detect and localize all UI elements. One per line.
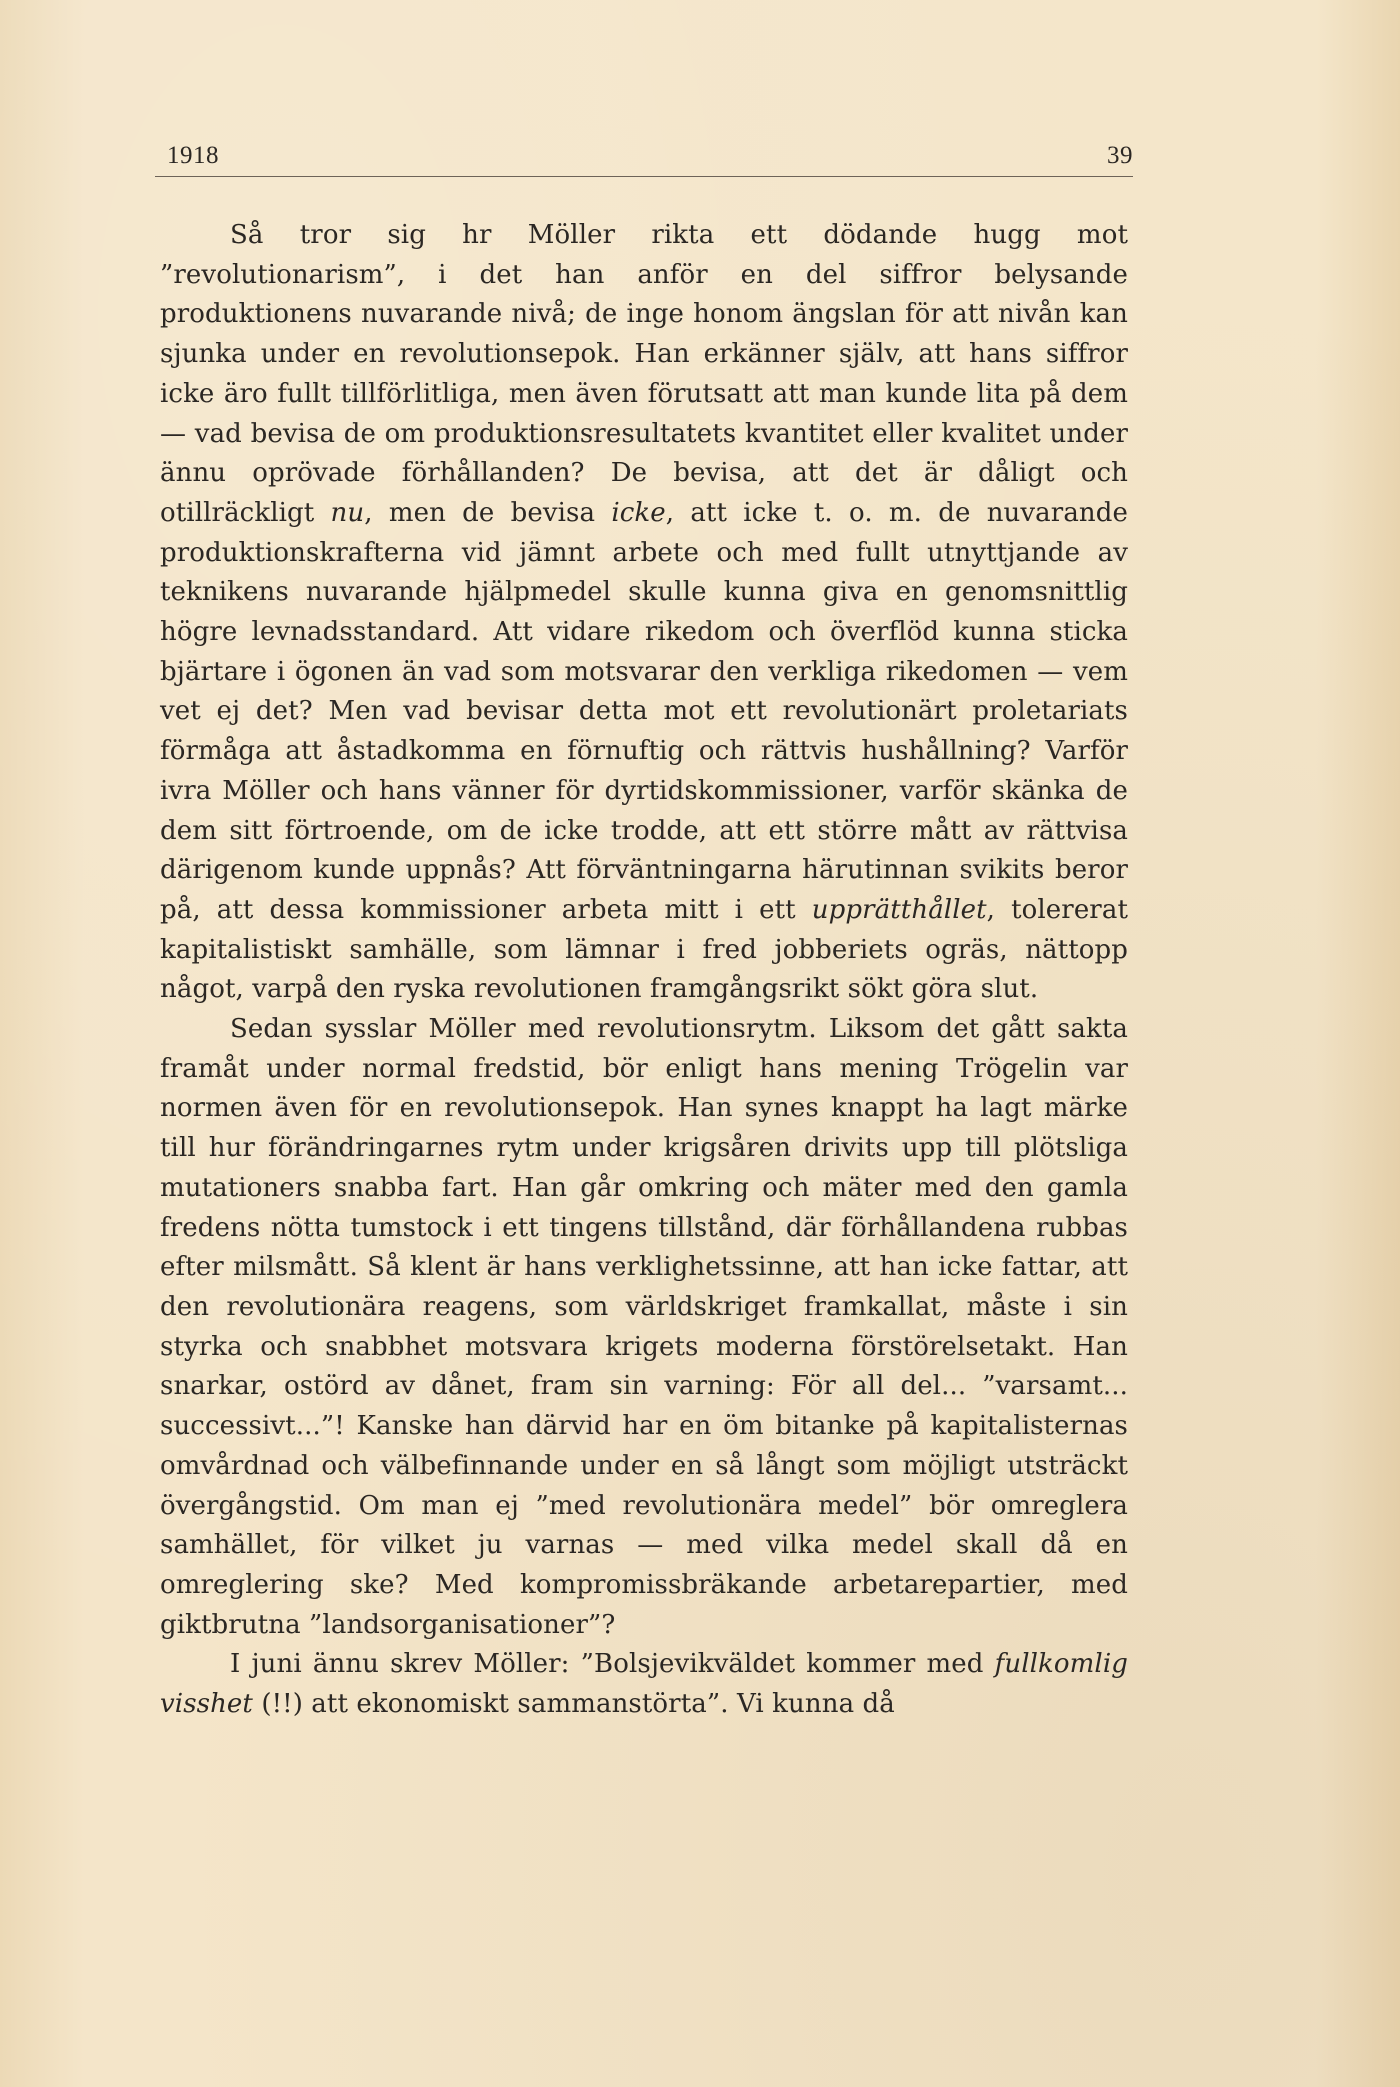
text-run: Sedan sysslar Möller med revolutionsrytm. Liksom det gått sakta framåt under normal fredstid, bör enligt hans mening Trögelin var normen även för en revolutionsepok. Han synes knappt ha lagt märke till hur förändringarnes rytm under krigsåren drivits upp till plötsliga mutationers snabba fart. Han går omkring och mäter med den gamla fredens nötta tumstock i ett tingens tillstånd, där förhållandena rubbas efter milsmått. Så klent är hans verklighetssinne, att han icke fattar, att den revolutionära reagens, som världskriget framkallat, måste i sin styrka och snabbhet motsvara krigets moderna förstörelsetakt. Han snarkar, ostörd av dånet, fram sin varning: För all del... ”varsamt... successivt...”! Kanske han därvid har en öm bitanke på kapitalisternas omvårdnad och välbefinnande under en så långt som möjligt utsträckt övergångstid. Om man ej ”med revolutionära medel” bör omreglera samhället, för vilket ju varnas — med vilka medel skall då en omreglering ske? Med kompromissbräkande arbetarepartier, med giktbrutna ”landsorganisationer”? — [160, 1014, 1128, 1640]
paragraph — [160, 216, 1128, 1010]
header-rule — [155, 176, 1133, 177]
body-text — [160, 216, 1128, 1725]
text-run: Så tror sig hr Möller rikta ett dödande hugg mot ”revolutionarism”, i det han anför en del siffror belysande produktionens nuvarande nivå; de inge honom ängslan för att nivån kan sjunka under en revolutionsepok. Han erkänner själv, att hans siffror icke äro fullt tillförlitliga, men även förutsatt att man kunde lita på dem — vad bevisa de om produktionsresultatets kvantitet eller kvalitet under ännu oprövade förhållanden? De bevisa, att det är dåligt och otillräckligt — [160, 220, 1128, 528]
italic-run: fullkomlig visshet — [160, 1649, 1128, 1720]
italic-run: icke — [611, 497, 666, 528]
paragraph — [160, 1010, 1128, 1645]
page-number: 39 — [1107, 142, 1133, 169]
text-run: , att icke t. o. m. de nuvarande produktionskrafterna vid jämnt arbete och med fullt utnyttjande av teknikens nuvarande hjälpmedel skulle kunna giva en genomsnittlig högre levnadsstandard. Att vidare rikedom och överflöd kunna sticka bjärtare i ögonen än vad som motsvarar den verkliga rikedomen — vem vet ej det? Men vad bevisar detta mot ett revolutionärt proletariats förmåga att åstadkomma en förnuftig och rättvis hushållning? Varför ivra Möller och hans vänner för dyrtidskommissioner, varför skänka de dem sitt förtroende, om de icke trodde, att ett större mått av rättvisa därigenom kunde uppnås? Att förväntningarna härutinnan svikits beror på, att dessa kommissioner arbeta mitt i ett — [160, 497, 1128, 925]
paragraph — [160, 1645, 1128, 1724]
running-header — [155, 138, 1133, 178]
text-run: I juni ännu skrev Möller: ”Bolsjevikväldet kommer med — [230, 1649, 995, 1680]
italic-run: nu — [330, 497, 365, 528]
italic-run: upprätthållet — [811, 894, 987, 925]
text-run: , tolererat kapitalistiskt samhälle, som lämnar i fred jobberiets ogräs, nättopp något, varpå den ryska revolutionen framgångsrikt sökt göra slut. — [160, 894, 1128, 1005]
header-year: 1918 — [167, 142, 219, 169]
text-run: (!!) att ekonomiskt sammanstörta”. Vi kunna då — [252, 1689, 895, 1720]
text-run: , men de bevisa — [364, 497, 612, 528]
